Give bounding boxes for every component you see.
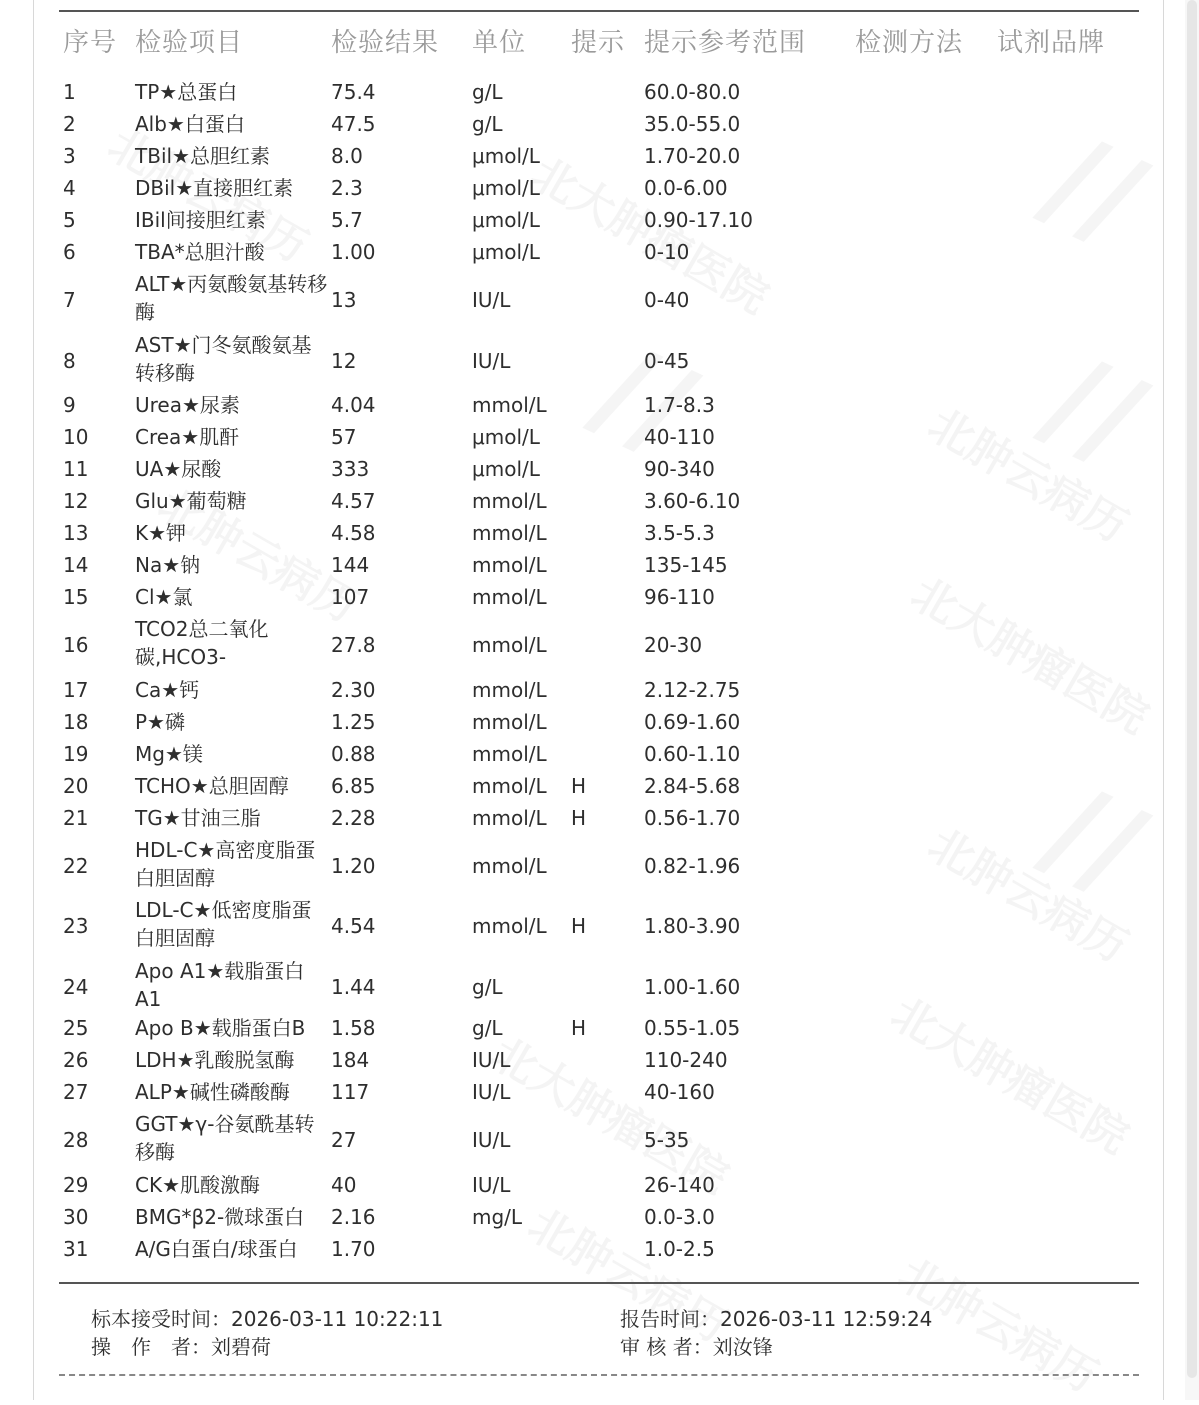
row-range: 0.55-1.05 <box>644 1016 741 1040</box>
row-unit: IU/L <box>472 349 511 373</box>
row-result: 13 <box>331 288 357 312</box>
row-result: 4.54 <box>331 914 376 938</box>
row-result: 27 <box>331 1128 357 1152</box>
row-unit: μmol/L <box>472 144 540 168</box>
row-unit: mmol/L <box>472 914 547 938</box>
row-no: 16 <box>63 633 89 657</box>
row-result: 117 <box>331 1080 370 1104</box>
report-time: 报告时间：2026-03-11 12:59:24 <box>620 1307 933 1331</box>
row-item: ALT★丙氨酸氨基转移酶 <box>135 272 328 324</box>
row-item: Urea★尿素 <box>135 393 240 417</box>
row-range: 1.0-2.5 <box>644 1237 715 1261</box>
row-unit: mmol/L <box>472 854 547 878</box>
reviewer: 审 核 者：刘汝锋 <box>620 1335 773 1359</box>
row-result: 333 <box>331 457 370 481</box>
header-method: 检测方法 <box>855 28 964 58</box>
table-row <box>0 80 1199 104</box>
row-item: TP★总蛋白 <box>135 80 238 104</box>
row-result: 4.04 <box>331 393 376 417</box>
row-no: 15 <box>63 585 89 609</box>
row-flag: H <box>571 914 587 938</box>
table-row <box>0 959 1199 1015</box>
header-range: 提示参考范围 <box>644 28 807 58</box>
row-no: 31 <box>63 1237 89 1261</box>
row-no: 30 <box>63 1205 89 1229</box>
row-unit: mmol/L <box>472 553 547 577</box>
row-no: 7 <box>63 288 76 312</box>
row-item: Apo A1★载脂蛋白A1 <box>135 959 305 1011</box>
table-bottom-rule <box>59 1282 1139 1284</box>
row-item: TG★甘油三脂 <box>135 806 261 830</box>
row-item: TBil★总胆红素 <box>135 144 270 168</box>
row-result: 12 <box>331 349 357 373</box>
row-unit: mmol/L <box>472 633 547 657</box>
table-row <box>0 678 1199 702</box>
row-item: Na★钠 <box>135 553 201 577</box>
row-unit: μmol/L <box>472 425 540 449</box>
row-item: Alb★白蛋白 <box>135 112 245 136</box>
row-result: 5.7 <box>331 208 363 232</box>
row-item: Mg★镁 <box>135 742 203 766</box>
row-item: A/G白蛋白/球蛋白 <box>135 1237 298 1261</box>
table-row <box>0 1080 1199 1104</box>
row-unit: IU/L <box>472 1048 511 1072</box>
row-range: 40-160 <box>644 1080 715 1104</box>
row-result: 2.28 <box>331 806 376 830</box>
row-item: BMG*β2-微球蛋白 <box>135 1205 305 1229</box>
table-header <box>0 22 1199 62</box>
table-row <box>0 208 1199 232</box>
row-result: 6.85 <box>331 774 376 798</box>
row-no: 3 <box>63 144 76 168</box>
row-unit: IU/L <box>472 1128 511 1152</box>
row-result: 4.58 <box>331 521 376 545</box>
row-item: LDH★乳酸脱氢酶 <box>135 1048 295 1072</box>
row-range: 0.60-1.10 <box>644 742 741 766</box>
header-item: 检验项目 <box>135 28 244 58</box>
table-row <box>0 176 1199 200</box>
row-result: 47.5 <box>331 112 376 136</box>
row-result: 1.70 <box>331 1237 376 1261</box>
row-result: 8.0 <box>331 144 363 168</box>
row-range: 35.0-55.0 <box>644 112 741 136</box>
operator: 操 作 者：刘碧荷 <box>91 1335 271 1359</box>
table-row <box>0 144 1199 168</box>
header-no: 序号 <box>63 28 118 58</box>
row-no: 18 <box>63 710 89 734</box>
row-unit: mmol/L <box>472 521 547 545</box>
table-row <box>0 1016 1199 1040</box>
row-unit: IU/L <box>472 1080 511 1104</box>
table-row <box>0 838 1199 894</box>
row-range: 90-340 <box>644 457 715 481</box>
row-result: 75.4 <box>331 80 376 104</box>
row-item: HDL-C★高密度脂蛋白胆固醇 <box>135 838 316 890</box>
row-no: 1 <box>63 80 76 104</box>
receive-time: 标本接受时间：2026-03-11 10:22:11 <box>91 1307 444 1331</box>
row-unit: IU/L <box>472 1173 511 1197</box>
row-no: 29 <box>63 1173 89 1197</box>
table-row <box>0 585 1199 609</box>
table-row <box>0 1173 1199 1197</box>
row-range: 0.82-1.96 <box>644 854 741 878</box>
row-no: 5 <box>63 208 76 232</box>
row-unit: mmol/L <box>472 742 547 766</box>
row-range: 110-240 <box>644 1048 728 1072</box>
row-result: 1.25 <box>331 710 376 734</box>
row-result: 57 <box>331 425 357 449</box>
row-unit: mmol/L <box>472 489 547 513</box>
row-unit: mmol/L <box>472 710 547 734</box>
row-unit: mg/L <box>472 1205 523 1229</box>
row-item: GGT★γ-谷氨酰基转移酶 <box>135 1112 315 1164</box>
row-result: 2.30 <box>331 678 376 702</box>
row-item: Ca★钙 <box>135 678 200 702</box>
row-range: 0.69-1.60 <box>644 710 741 734</box>
row-unit: mmol/L <box>472 678 547 702</box>
row-no: 8 <box>63 349 76 373</box>
row-item: TCHO★总胆固醇 <box>135 774 289 798</box>
row-range: 5-35 <box>644 1128 690 1152</box>
table-row <box>0 774 1199 798</box>
row-no: 20 <box>63 774 89 798</box>
row-unit: μmol/L <box>472 176 540 200</box>
row-no: 14 <box>63 553 89 577</box>
row-no: 4 <box>63 176 76 200</box>
row-item: IBil间接胆红素 <box>135 208 266 232</box>
row-unit: μmol/L <box>472 457 540 481</box>
row-no: 21 <box>63 806 89 830</box>
row-result: 1.20 <box>331 854 376 878</box>
row-range: 0.90-17.10 <box>644 208 754 232</box>
row-no: 17 <box>63 678 89 702</box>
tear-line <box>59 1374 1139 1376</box>
row-unit: g/L <box>472 80 503 104</box>
row-no: 2 <box>63 112 76 136</box>
row-range: 0-40 <box>644 288 690 312</box>
row-item: Apo B★载脂蛋白B <box>135 1016 306 1040</box>
row-item: Crea★肌酐 <box>135 425 240 449</box>
row-no: 27 <box>63 1080 89 1104</box>
row-range: 1.80-3.90 <box>644 914 741 938</box>
row-item: AST★门冬氨酸氨基转移酶 <box>135 333 312 385</box>
row-item: ALP★碱性磷酸酶 <box>135 1080 290 1104</box>
row-range: 0-10 <box>644 240 690 264</box>
row-result: 27.8 <box>331 633 376 657</box>
row-no: 11 <box>63 457 89 481</box>
table-row <box>0 1112 1199 1168</box>
row-result: 0.88 <box>331 742 376 766</box>
table-row <box>0 521 1199 545</box>
row-unit: μmol/L <box>472 240 540 264</box>
row-result: 1.58 <box>331 1016 376 1040</box>
table-row <box>0 742 1199 766</box>
table-row <box>0 1205 1199 1229</box>
row-unit: g/L <box>472 1016 503 1040</box>
table-row <box>0 112 1199 136</box>
row-flag: H <box>571 806 587 830</box>
table-row <box>0 617 1199 673</box>
row-no: 12 <box>63 489 89 513</box>
table-row <box>0 489 1199 513</box>
row-unit: g/L <box>472 112 503 136</box>
row-range: 2.12-2.75 <box>644 678 741 702</box>
row-unit: mmol/L <box>472 774 547 798</box>
table-top-rule <box>59 10 1139 12</box>
header-unit: 单位 <box>472 28 527 58</box>
row-range: 3.60-6.10 <box>644 489 741 513</box>
row-item: TCO2总二氧化碳,HCO3- <box>135 617 269 669</box>
row-result: 1.44 <box>331 975 376 999</box>
row-range: 1.70-20.0 <box>644 144 741 168</box>
row-unit: mmol/L <box>472 806 547 830</box>
row-range: 20-30 <box>644 633 703 657</box>
row-range: 0.56-1.70 <box>644 806 741 830</box>
table-row <box>0 333 1199 389</box>
row-item: DBil★直接胆红素 <box>135 176 294 200</box>
row-range: 40-110 <box>644 425 715 449</box>
table-row <box>0 425 1199 449</box>
table-row <box>0 806 1199 830</box>
table-row <box>0 1237 1199 1261</box>
row-result: 144 <box>331 553 370 577</box>
row-unit: mmol/L <box>472 393 547 417</box>
row-range: 135-145 <box>644 553 728 577</box>
row-no: 19 <box>63 742 89 766</box>
row-result: 107 <box>331 585 370 609</box>
row-range: 3.5-5.3 <box>644 521 715 545</box>
row-range: 0.0-6.00 <box>644 176 728 200</box>
row-result: 40 <box>331 1173 357 1197</box>
row-range: 96-110 <box>644 585 715 609</box>
row-no: 10 <box>63 425 89 449</box>
row-range: 0-45 <box>644 349 690 373</box>
row-item: CK★肌酸激酶 <box>135 1173 261 1197</box>
row-item: UA★尿酸 <box>135 457 222 481</box>
row-result: 1.00 <box>331 240 376 264</box>
header-brand: 试剂品牌 <box>997 28 1106 58</box>
row-range: 60.0-80.0 <box>644 80 741 104</box>
header-flag: 提示 <box>571 28 626 58</box>
row-range: 26-140 <box>644 1173 715 1197</box>
row-no: 28 <box>63 1128 89 1152</box>
row-no: 6 <box>63 240 76 264</box>
table-row <box>0 553 1199 577</box>
row-range: 0.0-3.0 <box>644 1205 715 1229</box>
row-item: Cl★氯 <box>135 585 193 609</box>
row-flag: H <box>571 774 587 798</box>
row-item: K★钾 <box>135 521 187 545</box>
table-row <box>0 710 1199 734</box>
row-no: 13 <box>63 521 89 545</box>
row-no: 23 <box>63 914 89 938</box>
row-result: 184 <box>331 1048 370 1072</box>
row-unit: IU/L <box>472 288 511 312</box>
row-range: 1.7-8.3 <box>644 393 715 417</box>
header-result: 检验结果 <box>331 28 440 58</box>
row-unit: g/L <box>472 975 503 999</box>
row-item: LDL-C★低密度脂蛋白胆固醇 <box>135 898 312 950</box>
row-unit: mmol/L <box>472 585 547 609</box>
row-no: 25 <box>63 1016 89 1040</box>
row-range: 1.00-1.60 <box>644 975 741 999</box>
row-no: 22 <box>63 854 89 878</box>
row-unit: μmol/L <box>472 208 540 232</box>
row-no: 9 <box>63 393 76 417</box>
row-item: TBA*总胆汁酸 <box>135 240 265 264</box>
row-item: Glu★葡萄糖 <box>135 489 247 513</box>
table-row <box>0 393 1199 417</box>
row-item: P★磷 <box>135 710 185 734</box>
row-flag: H <box>571 1016 587 1040</box>
table-row <box>0 240 1199 264</box>
table-row <box>0 272 1199 328</box>
row-range: 2.84-5.68 <box>644 774 741 798</box>
row-result: 4.57 <box>331 489 376 513</box>
table-row <box>0 1048 1199 1072</box>
row-no: 24 <box>63 975 89 999</box>
table-row <box>0 898 1199 954</box>
row-result: 2.16 <box>331 1205 376 1229</box>
row-result: 2.3 <box>331 176 363 200</box>
row-no: 26 <box>63 1048 89 1072</box>
table-row <box>0 457 1199 481</box>
